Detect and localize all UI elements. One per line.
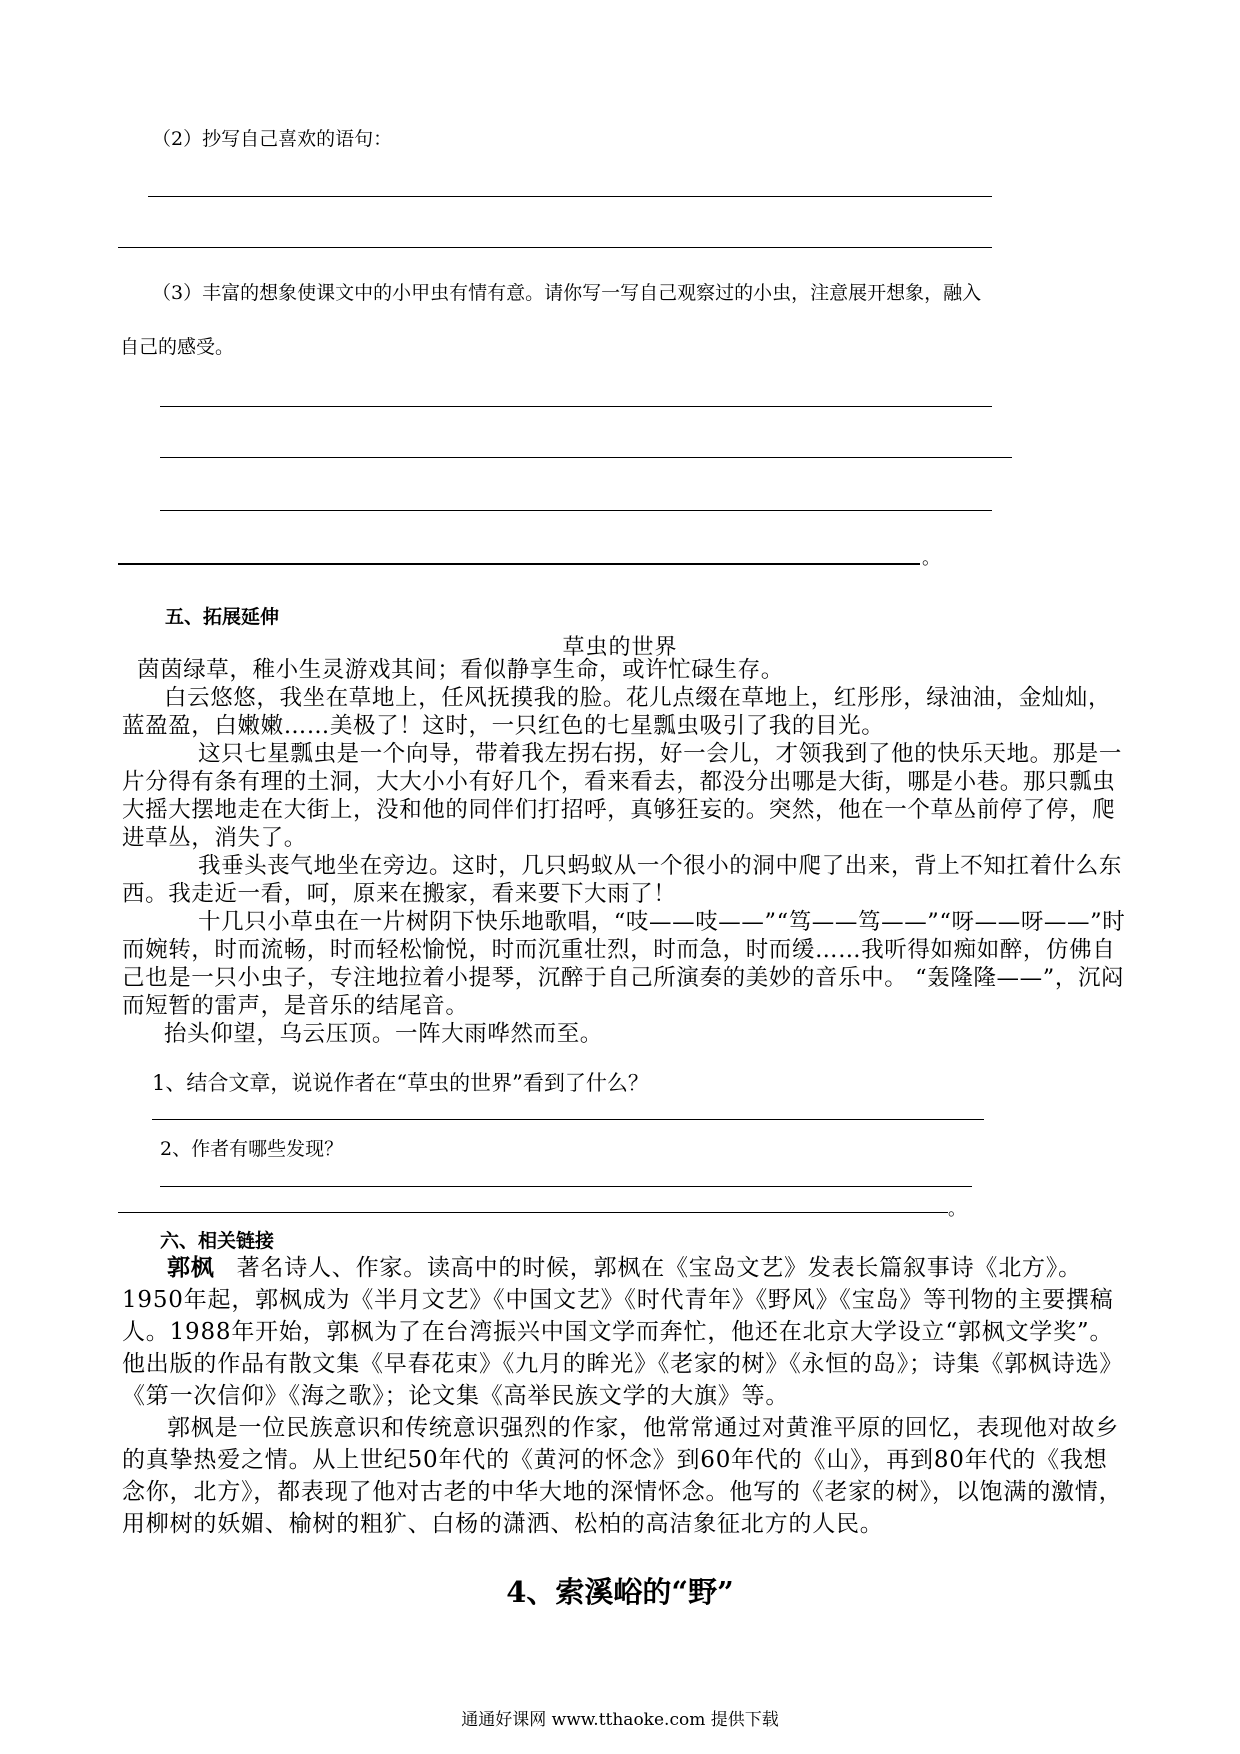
answer-line (160, 1186, 972, 1187)
article-paragraph: 我垂头丧气地坐在旁边。这时，几只蚂蚁从一个很小的洞中爬了出来，背上不知扛着什么东西。我走近一看，呵，原来在搬家，看来要下大雨了！ (122, 853, 1123, 907)
section-heading-5: 五、拓展延伸 (165, 606, 280, 628)
article-paragraph: 这只七星瓢虫是一个向导，带着我左拐右拐，好一会儿，才领我到了他的快乐天地。那是一片分得有条有理的土洞，大大小小有好几个，看来看去，都没分出哪是大街，哪是小巷。那只瓢虫大摇大摆地走在大街上，没和他的同伴们打招呼，真够狂妄的。突然，他在一个草丛前停了停，爬进草丛，消失了。 (122, 741, 1123, 851)
answer-line (160, 406, 992, 407)
answer-line (160, 510, 992, 511)
author-name: 郭枫 (167, 1254, 215, 1281)
bio-paragraph: 郭枫是一位民族意识和传统意识强烈的作家，他常常通过对黄淮平原的回忆，表现他对故乡的真挚热爱之情。从上世纪50年代的《黄河的怀念》到60年代的《山》，再到80年代的《我想念你，北方》，都表现了他对古老的中华大地的深情怀念。他写的《老家的树》，以饱满的激情，用柳树的妖媚、榆树的粗犷、白杨的潇洒、松柏的高洁象征北方的人民。 (122, 1415, 1123, 1537)
answer-line (118, 563, 920, 565)
article-paragraph: 十几只小草虫在一片树阴下快乐地歌唱，“吱——吱——”“笃——笃——”“呀——呀——”时而婉转，时而流畅，时而轻松愉悦，时而沉重壮烈，时而急，时而缓……我听得如痴如醉，仿佛自己也是一只小虫子，专注地拉着小提琴，沉醉于自己所演奏的美妙的音乐中。 “轰隆隆——”，沉闷而短暂的雷声，是音乐的结尾音。 (122, 909, 1126, 1019)
article-question-2: 2、作者有哪些发现？ (160, 1138, 344, 1160)
bio-text: 著名诗人、作家。读高中的时候，郭枫在《宝岛文艺》发表长篇叙事诗《北方》。1950年起，郭枫成为《半月文艺》《中国文艺》《时代青年》《野风》《宝岛》等刊物的主要撰稿人。1988年开始，郭枫为了在台湾振兴中国文学而奔忙，他还在北京大学设立“郭枫文学奖”。他出版的作品有散文集《早春花束》《九月的眸光》《老家的树》《永恒的岛》；诗集《郭枫诗选》《第一次信仰》《海之歌》；论文集《高举民族文学的大旗》等。 (122, 1255, 1124, 1409)
footer-credit: 通通好课网 www.tthaoke.com 提供下载 (461, 1710, 779, 1730)
answer-line (118, 247, 992, 248)
question-2: （2）抄写自己喜欢的语句： (152, 128, 393, 150)
question-3-line1: （3）丰富的想象使课文中的小甲虫有情有意。请你写一写自己观察过的小虫，注意展开想象，融入 (152, 282, 982, 304)
article-paragraph: 抬头仰望，乌云压顶。一阵大雨哗然而至。 (164, 1021, 603, 1047)
section-heading-6: 六、相关链接 (160, 1230, 275, 1252)
answer-line (148, 196, 992, 197)
answer-line (160, 457, 1012, 458)
lesson-title: 4、索溪峪的“野” (506, 1575, 734, 1609)
end-period: 。 (948, 1199, 966, 1220)
bio-paragraph (122, 1252, 1130, 1412)
question-3-line2: 自己的感受。 (120, 336, 235, 358)
answer-line (118, 1212, 948, 1213)
answer-line (152, 1119, 984, 1120)
end-period: 。 (922, 548, 940, 569)
article-paragraph: 茵茵绿草，稚小生灵游戏其间；看似静享生命，或许忙碌生存。 (137, 657, 784, 683)
article-title: 草虫的世界 (562, 635, 678, 660)
article-paragraph: 白云悠悠，我坐在草地上，任风抚摸我的脸。花儿点缀在草地上，红彤彤，绿油油，金灿灿，蓝盈盈，白嫩嫩……美极了！这时，一只红色的七星瓢虫吸引了我的目光。 (122, 685, 1112, 739)
article-body (122, 656, 1130, 1048)
author-bio (122, 1252, 1130, 1540)
article-question-1: 1、结合文章，说说作者在“草虫的世界”看到了什么？ (152, 1071, 649, 1095)
